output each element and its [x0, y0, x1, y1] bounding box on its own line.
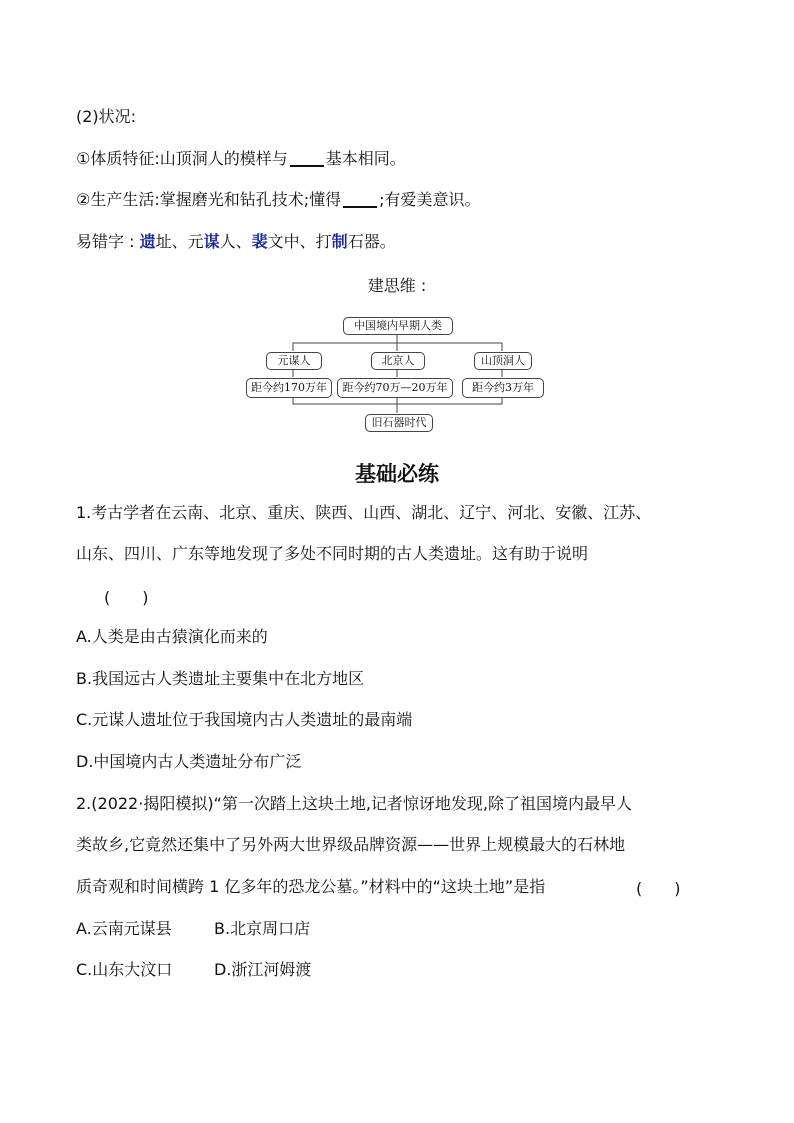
typo-char-zhi: 制	[331, 232, 348, 251]
q1-stem-line1: 1.考古学者在云南、北京、重庆、陕西、山西、湖北、辽宁、河北、安徽、江苏、	[76, 503, 652, 522]
q1-option-c[interactable]: C.元谋人遗址位于我国境内古人类遗址的最南端	[76, 710, 413, 729]
mindmap-time-shandingdong: 距今约3万年	[462, 378, 544, 398]
q2-option-d[interactable]: D.浙江河姆渡	[214, 960, 312, 979]
mindmap-time-beijing: 距今约70万—20万年	[337, 378, 453, 398]
q1-option-a[interactable]: A.人类是由古猿演化而来的	[76, 627, 268, 646]
mindmap-connectors	[0, 0, 794, 440]
q2-option-c[interactable]: C.山东大汶口	[76, 960, 173, 979]
typo-text-3: 文中、打	[267, 232, 332, 251]
q1-stem-line2: 山东、四川、广东等地发现了多处不同时期的古人类遗址。这有助于说明	[76, 544, 589, 563]
q2-answer-paren[interactable]: ( )	[636, 879, 681, 898]
mindmap-time-yuanmou: 距今约170万年	[246, 378, 332, 398]
typo-text-2: 人、	[219, 232, 252, 251]
status-item-physique-text-a: ①体质特征:山顶洞人的模样与	[76, 149, 288, 168]
section-title: 基础必练	[355, 462, 439, 486]
mindmap-era: 旧石器时代	[365, 414, 433, 432]
q1-option-b[interactable]: B.我国远古人类遗址主要集中在北方地区	[76, 669, 365, 688]
mindmap-heading: 建思维 :	[367, 276, 427, 295]
q1-option-d[interactable]: D.中国境内古人类遗址分布广泛	[76, 752, 302, 771]
status-item-production-text-b: ;有爱美意识。	[379, 190, 481, 209]
mindmap-node-beijing: 北京人	[371, 352, 425, 370]
typo-text-4: 石器。	[347, 232, 396, 251]
q2-stem-line3: 质奇观和时间横跨 1 亿多年的恐龙公墓。”材料中的“这块土地”是指	[76, 877, 546, 896]
typo-char-pei: 裴	[251, 232, 268, 251]
typo-text-1: 址、元	[155, 232, 204, 251]
q1-answer-paren[interactable]: ( )	[104, 588, 149, 607]
status-item-production-text-a: ②生产生活:掌握磨光和钻孔技术;懂得	[76, 190, 342, 209]
typo-char-mou: 谋	[203, 232, 220, 251]
mindmap-root: 中国境内早期人类	[343, 317, 453, 335]
mindmap-node-shandingdong: 山顶洞人	[474, 352, 532, 370]
q2-stem-line2: 类故乡,它竟然还集中了另外两大世界级品牌资源——世界上规模最大的石林地	[76, 835, 626, 854]
status-item-physique-text-b: 基本相同。	[325, 149, 406, 168]
status-heading: (2)状况:	[76, 107, 137, 126]
q2-option-b[interactable]: B.北京周口店	[214, 919, 311, 938]
typo-char-yi: 遗	[139, 232, 156, 251]
mindmap-node-yuanmou: 元谋人	[266, 352, 322, 370]
q2-option-a[interactable]: A.云南元谋县	[76, 919, 172, 938]
typo-label: 易错字 :	[76, 232, 140, 251]
q2-stem-line1: 2.(2022·揭阳模拟)“第一次踏上这块土地,记者惊讶地发现,除了祖国境内最早人	[76, 794, 633, 813]
